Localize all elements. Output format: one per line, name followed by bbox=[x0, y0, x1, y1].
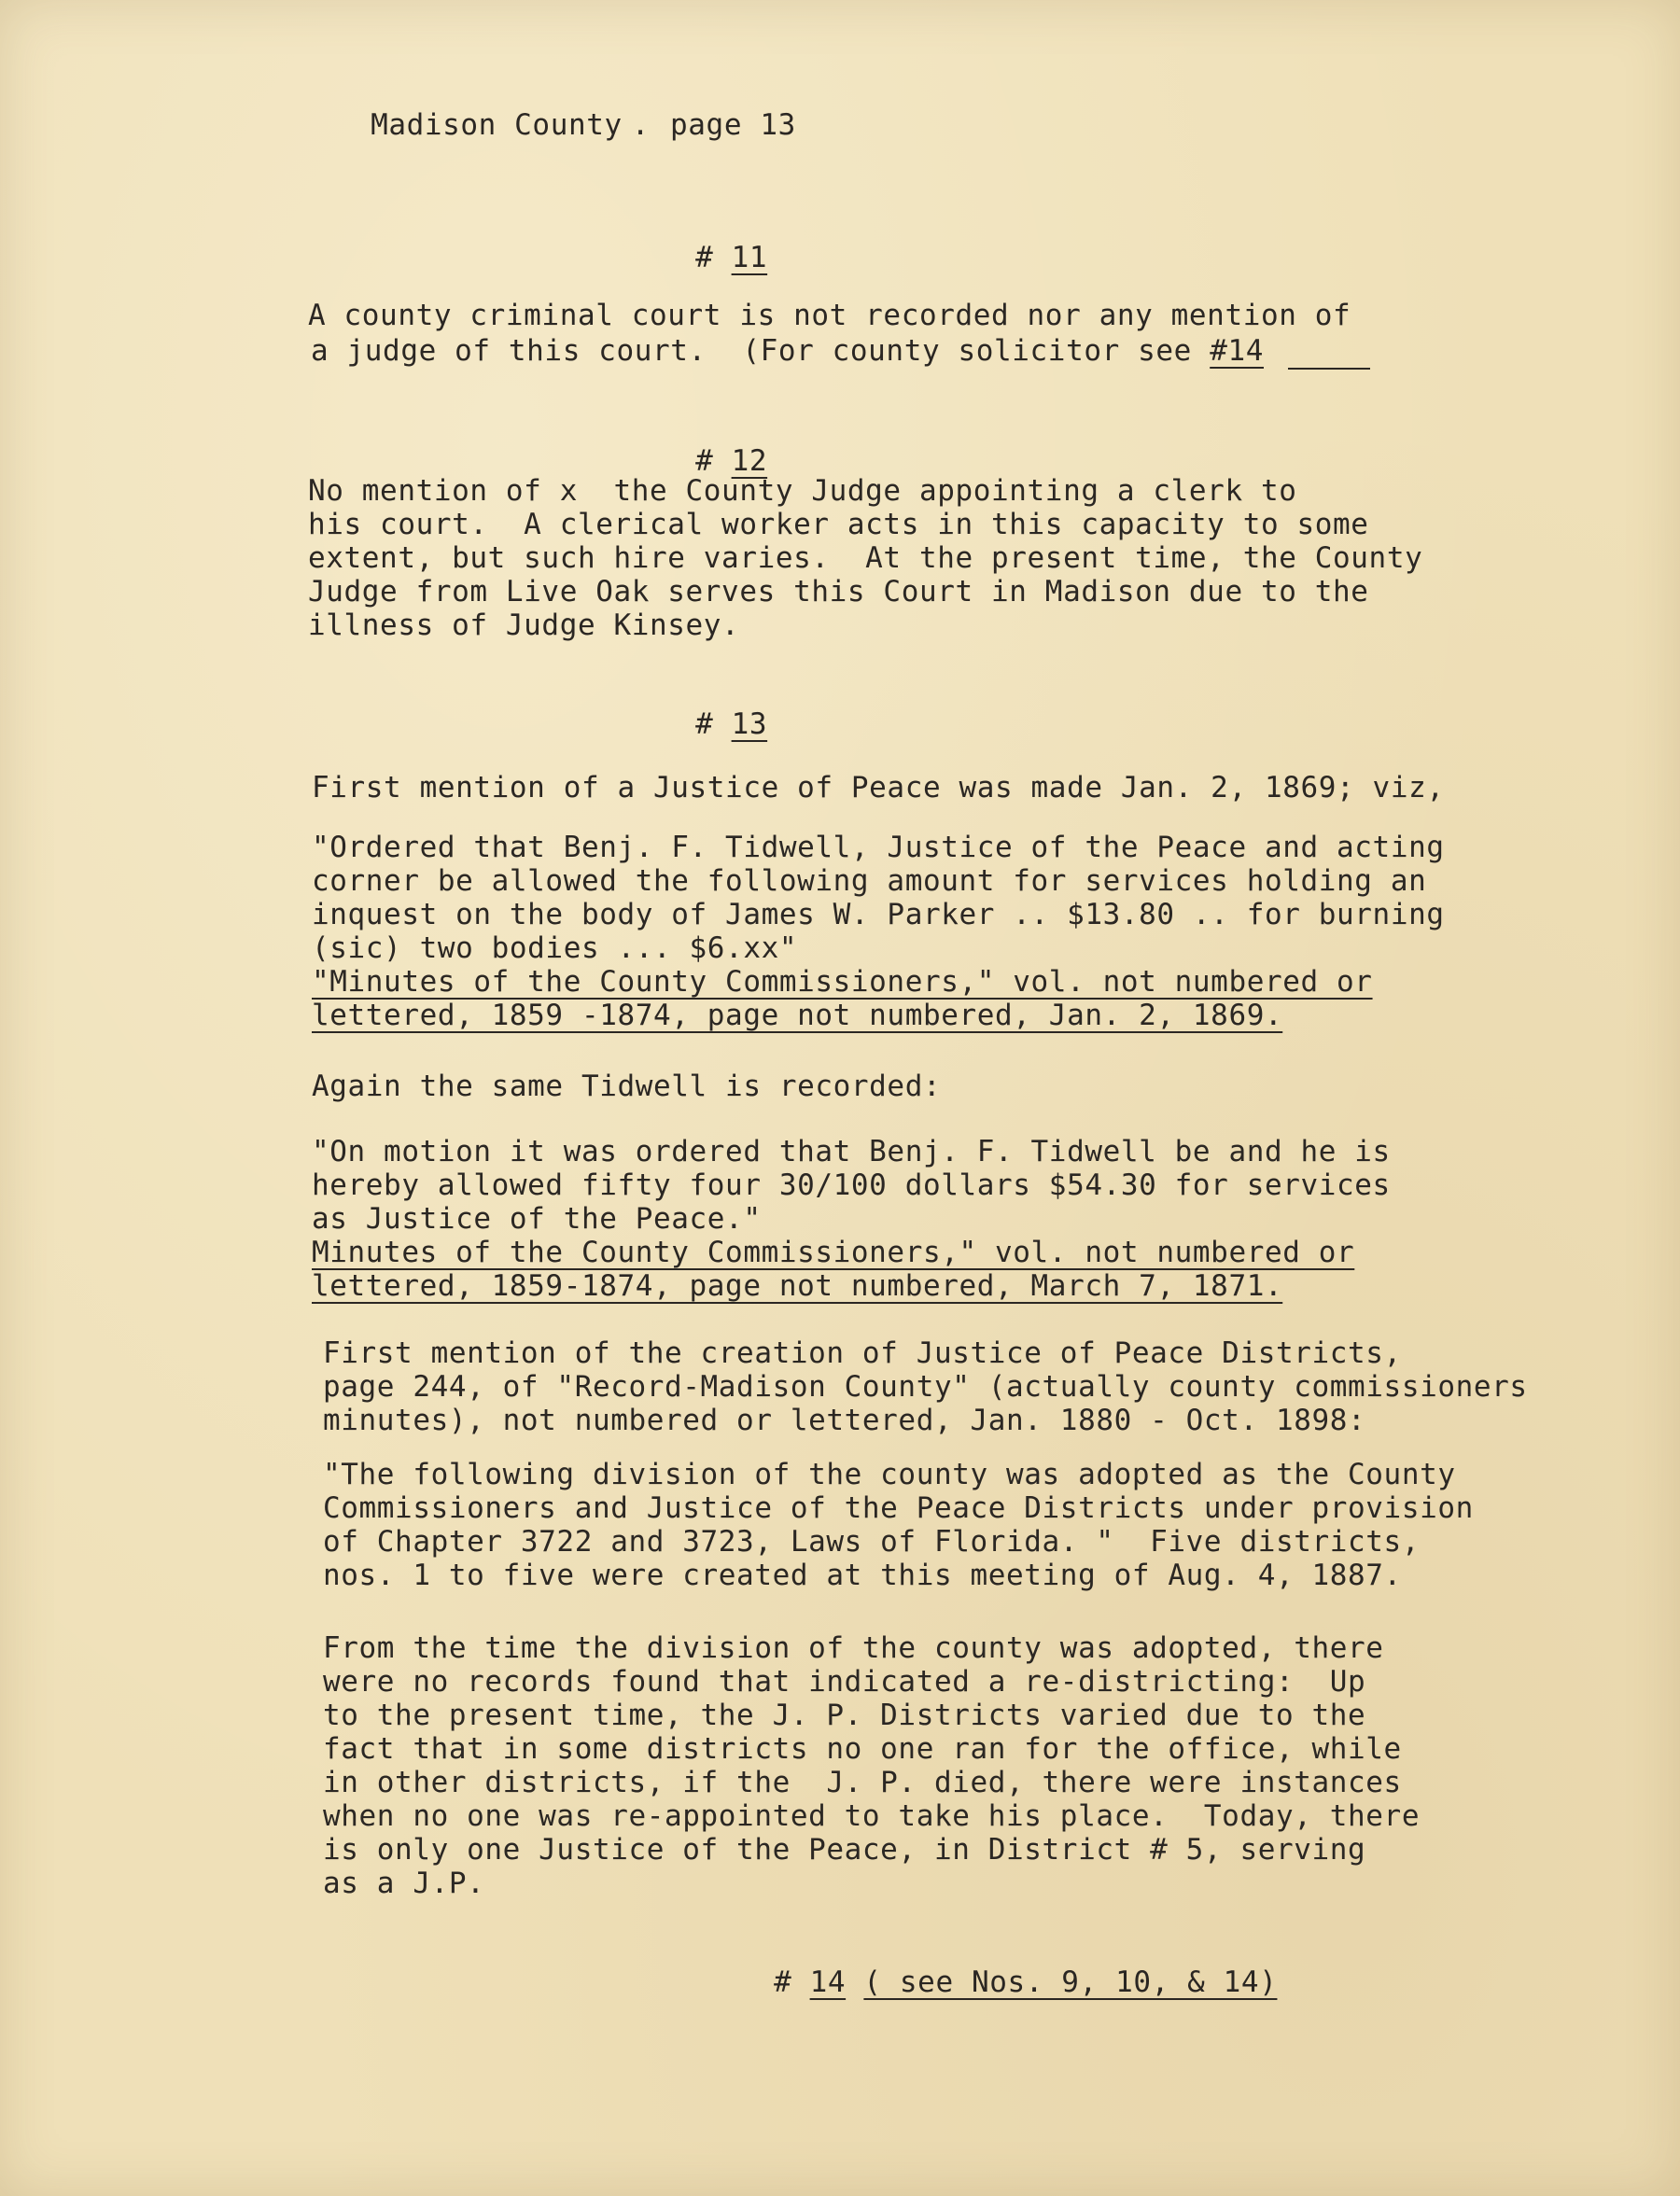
quote-3-line-2: Commissioners and Justice of the Peace Districts under provision bbox=[323, 1491, 1474, 1525]
closing-line-8: as a J.P. bbox=[323, 1867, 485, 1900]
heading-number: 11 bbox=[731, 241, 768, 274]
section-11-line-2 bbox=[311, 334, 1264, 368]
heading-hash: # bbox=[774, 1965, 792, 1999]
districts-intro-line-3: minutes), not numbered or lettered, Jan. 1880 - Oct. 1898: bbox=[323, 1404, 1366, 1437]
quote-3-line-3: of Chapter 3722 and 3723, Laws of Florida. " Five districts, bbox=[323, 1525, 1421, 1559]
heading-hash: # bbox=[695, 241, 714, 274]
citation-2-line-1: Minutes of the County Commissioners," vol. not numbered or bbox=[312, 1236, 1355, 1269]
page-number: page 13 bbox=[670, 108, 796, 142]
closing-line-4: fact that in some districts no one ran for the office, while bbox=[323, 1732, 1402, 1766]
heading-hash: # bbox=[695, 707, 714, 741]
citation-2-line-2: lettered, 1859-1874, page not numbered, March 7, 1871. bbox=[312, 1269, 1283, 1303]
citation-1-line-2: lettered, 1859 -1874, page not numbered, Jan. 2, 1869. bbox=[312, 999, 1283, 1032]
quote-3-line-4: nos. 1 to five were created at this meeting of Aug. 4, 1887. bbox=[323, 1559, 1402, 1592]
page-header bbox=[299, 75, 796, 175]
section-12-line-5: illness of Judge Kinsey. bbox=[308, 608, 740, 642]
closing-line-7: is only one Justice of the Peace, in District # 5, serving bbox=[323, 1833, 1366, 1867]
heading-number: 14 bbox=[809, 1965, 847, 1999]
section-12-line-2: his court. A clerical worker acts in this capacity to some bbox=[308, 508, 1369, 541]
closing-line-2: were no records found that indicated a re-districting: Up bbox=[323, 1665, 1366, 1699]
closing-line-1: From the time the division of the county was adopted, there bbox=[323, 1631, 1384, 1665]
heading-number: 12 bbox=[731, 444, 768, 478]
see-also-note: ( see Nos. 9, 10, & 14) bbox=[863, 1965, 1278, 1999]
again-tidwell: Again the same Tidwell is recorded: bbox=[312, 1070, 942, 1103]
section-12-line-3: extent, but such hire varies. At the present time, the County bbox=[308, 541, 1423, 575]
section-heading-13 bbox=[623, 674, 767, 775]
quote-2-line-1: "On motion it was ordered that Benj. F. Tidwell be and he is bbox=[312, 1135, 1391, 1168]
heading-hash: # bbox=[695, 444, 714, 478]
section-11-line-1: A county criminal court is not recorded nor any mention of bbox=[308, 299, 1351, 332]
section-12-line-4: Judge from Live Oak serves this Court in Madison due to the bbox=[308, 575, 1369, 608]
quote-1-line-4: (sic) two bodies ... $6.xx" bbox=[312, 931, 798, 965]
justice-intro: First mention of a Justice of Peace was made Jan. 2, 1869; viz, bbox=[312, 771, 1445, 804]
heading-number: 13 bbox=[731, 707, 768, 741]
section-heading-11 bbox=[623, 207, 767, 308]
districts-intro-line-1: First mention of the creation of Justice of Peace Districts, bbox=[323, 1336, 1402, 1370]
closing-line-5: in other districts, if the J. P. died, there were instances bbox=[323, 1766, 1402, 1799]
quote-2-line-2: hereby allowed fifty four 30/100 dollars $54.30 for services bbox=[312, 1168, 1391, 1202]
quote-1-line-3: inquest on the body of James W. Parker .. $13.80 .. for burning bbox=[312, 898, 1445, 931]
quote-1-line-2: corner be allowed the following amount for services holding an bbox=[312, 864, 1427, 898]
quote-3-line-1: "The following division of the county was adopted as the County bbox=[323, 1458, 1456, 1491]
closing-line-3: to the present time, the J. P. Districts varied due to the bbox=[323, 1699, 1366, 1732]
closing-line-6: when no one was re-appointed to take his place. Today, there bbox=[323, 1799, 1421, 1833]
county-name: Madison County bbox=[371, 108, 623, 142]
section-11-text: a judge of this court. (For county solicitor see bbox=[311, 334, 1211, 368]
quote-1-line-1: "Ordered that Benj. F. Tidwell, Justice of the Peace and acting bbox=[312, 831, 1445, 864]
reference-underline bbox=[1288, 368, 1370, 370]
county-solicitor-reference: #14 bbox=[1210, 334, 1264, 368]
quote-2-line-3: as Justice of the Peace." bbox=[312, 1202, 762, 1236]
section-12-line-1: No mention of x the County Judge appointing a clerk to bbox=[308, 474, 1297, 508]
citation-1-line-1: "Minutes of the County Commissioners," vol. not numbered or bbox=[312, 965, 1373, 999]
districts-intro-line-2: page 244, of "Record-Madison County" (actually county commissioners bbox=[323, 1370, 1528, 1404]
section-heading-14 bbox=[702, 1932, 1277, 2033]
header-dot: . bbox=[631, 108, 651, 142]
